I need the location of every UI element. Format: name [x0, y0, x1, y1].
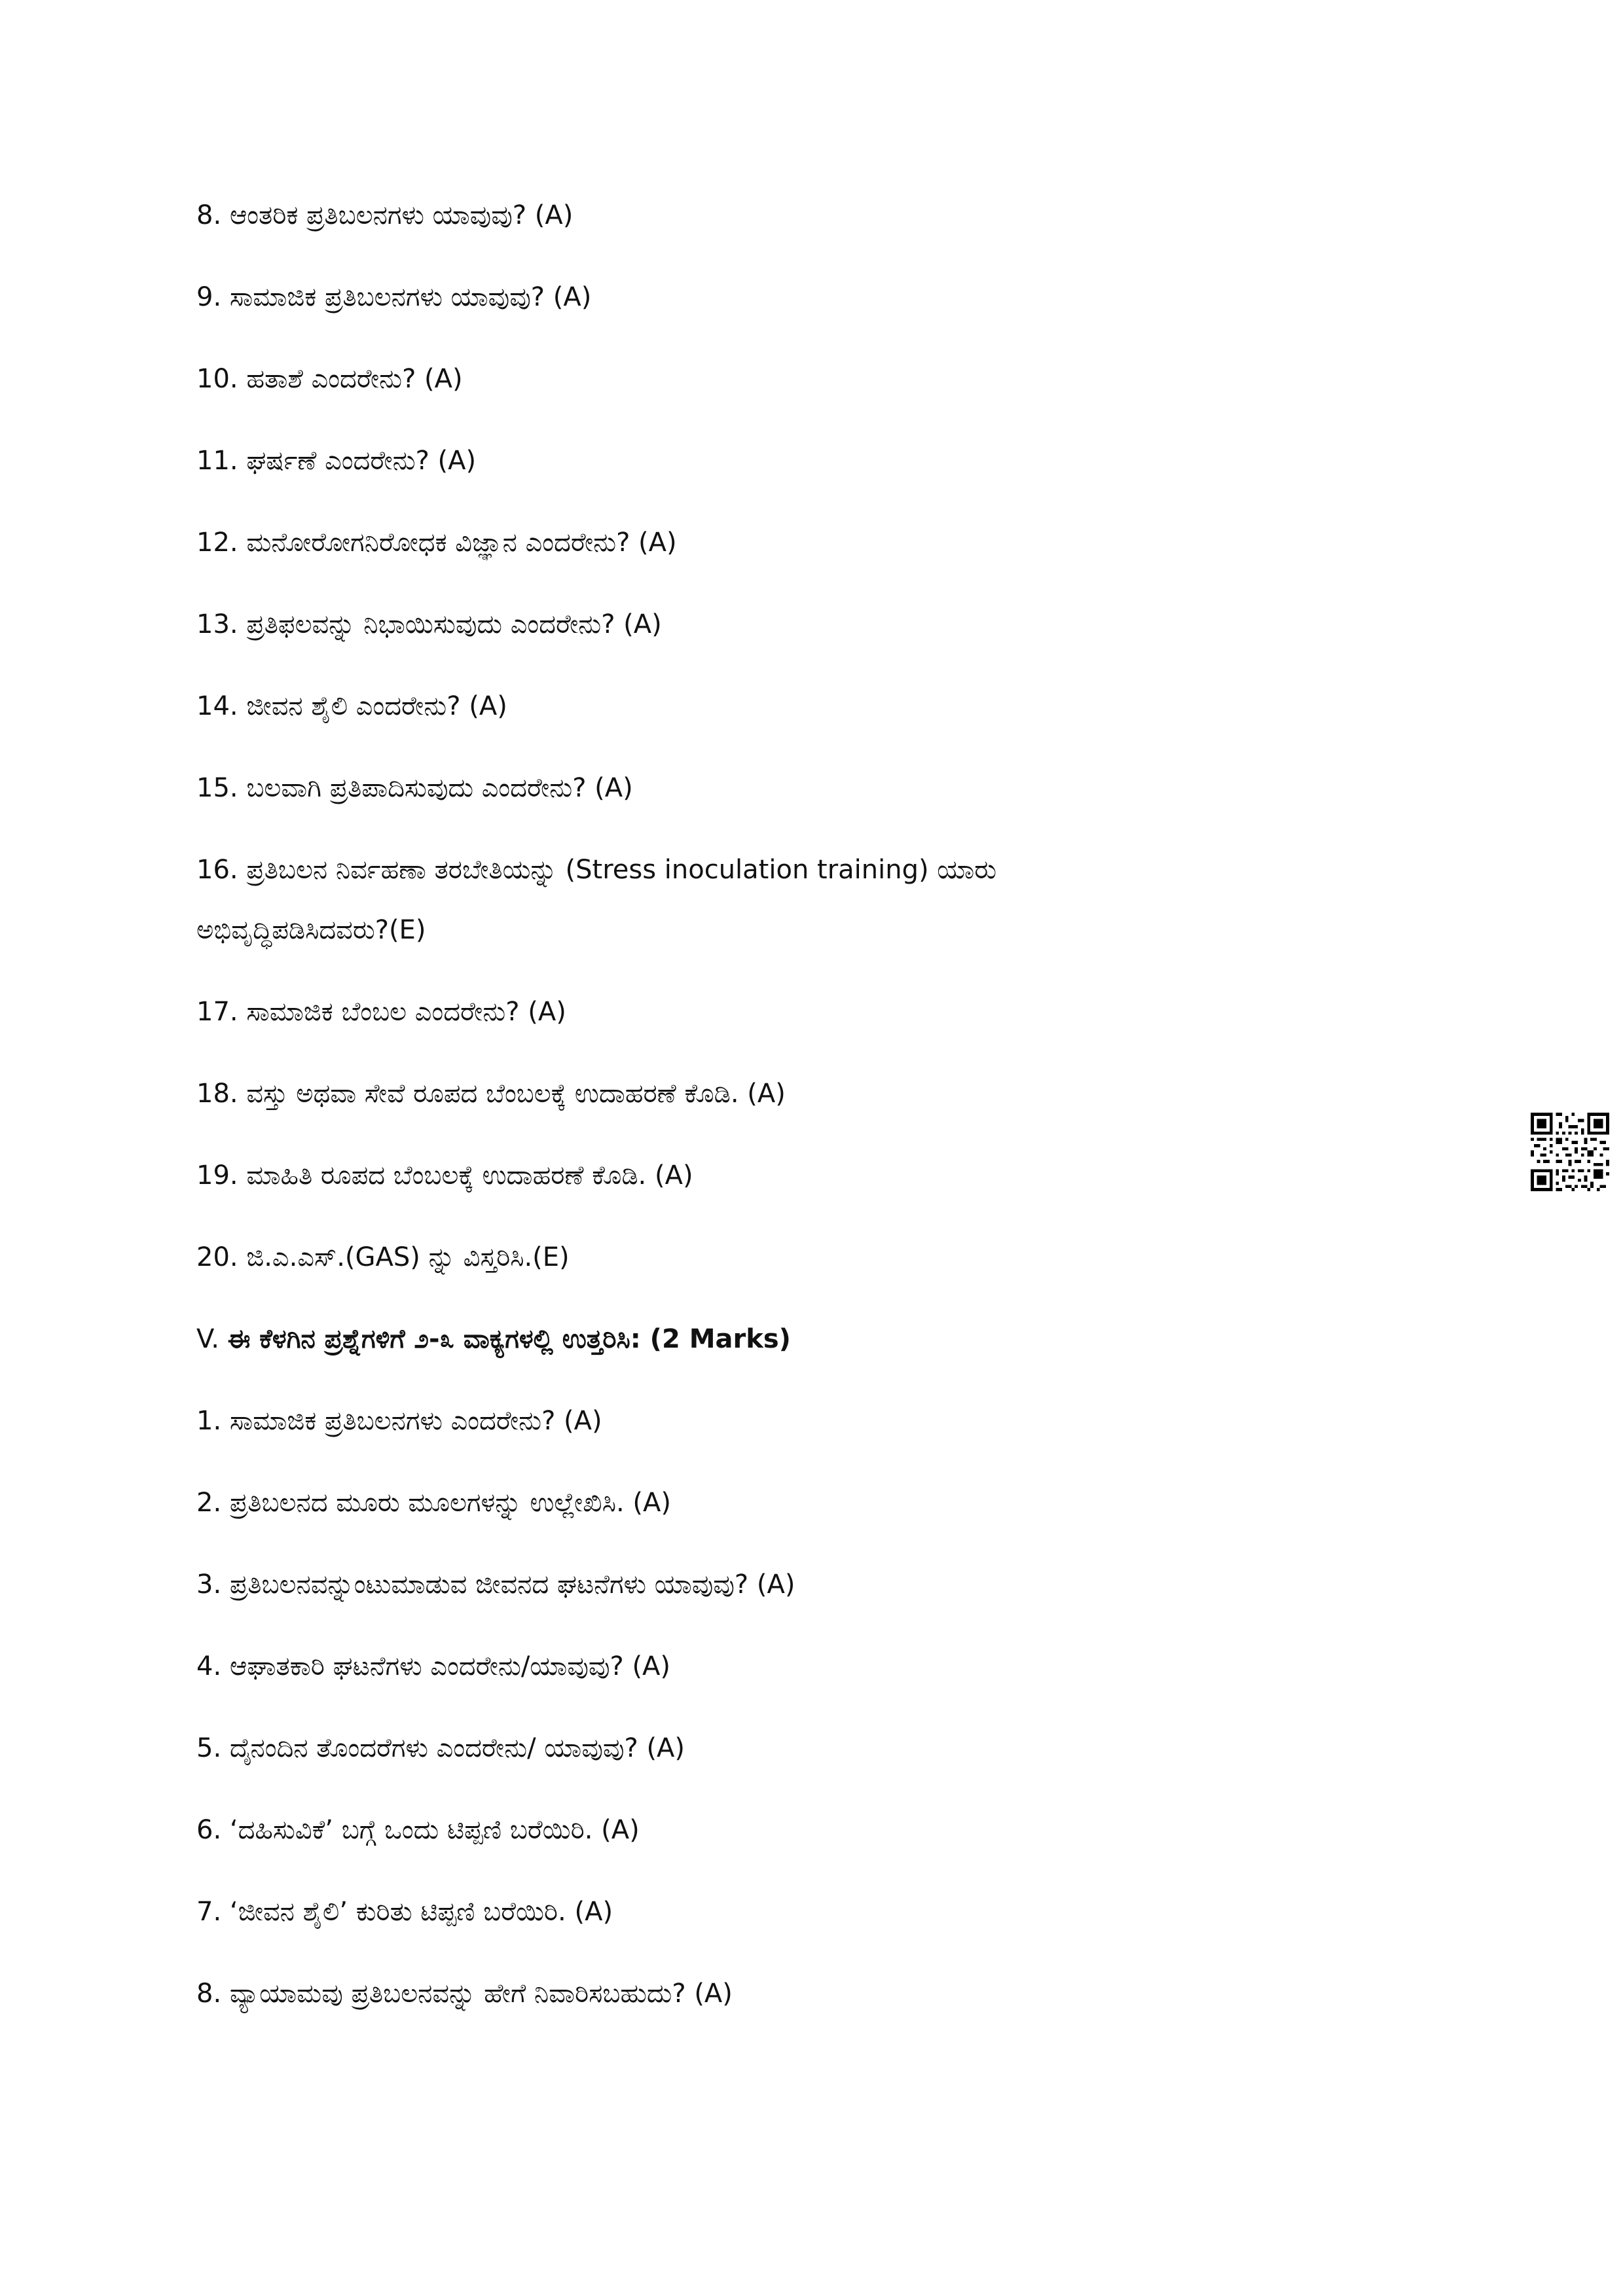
- question-b-8: 8. ವ್ಯಾಯಾಮವು ಪ್ರತಿಬಲನವನ್ನು ಹೇಗೆ ನಿವಾರಿಸಬಹುದು? (A): [196, 1979, 733, 2009]
- question-20: 20. ಜಿ.ಎ.ಎಸ್.(GAS) ನ್ನು ವಿಸ್ತರಿಸಿ.(E): [196, 1242, 570, 1272]
- question-17: 17. ಸಾಮಾಜಿಕ ಬೆಂಬಲ ಎಂದರೇನು? (A): [196, 997, 566, 1027]
- question-11: 11. ಘರ್ಷಣೆ ಎಂದರೇನು? (A): [196, 446, 477, 476]
- question-16-line-1: 16. ಪ್ರತಿಬಲನ ನಿರ್ವಹಣಾ ತರಬೇತಿಯನ್ನು (Stress inoculation training) ಯಾರು: [196, 855, 997, 885]
- section-title: ಈ ಕೆಳಗಿನ ಪ್ರಶ್ನೆಗಳಿಗೆ ೨-೩ ವಾಕ್ಯಗಳಲ್ಲಿ ಉತ್ತರಿಸಿ: (2 Marks): [227, 1324, 791, 1354]
- question-8: 8. ಆಂತರಿಕ ಪ್ರತಿಬಲನಗಳು ಯಾವುವು? (A): [196, 200, 574, 230]
- question-b-2: 2. ಪ್ರತಿಬಲನದ ಮೂರು ಮೂಲಗಳನ್ನು ಉಲ್ಲೇಖಿಸಿ. (A): [196, 1488, 671, 1518]
- section-heading: [196, 1323, 791, 1355]
- question-b-6: 6. ‘ದಹಿಸುವಿಕೆ’ ಬಗ್ಗೆ ಒಂದು ಟಿಪ್ಪಣಿ ಬರೆಯಿರಿ. (A): [196, 1815, 640, 1845]
- section-numeral: V.: [196, 1324, 228, 1354]
- question-12: 12. ಮನೋರೋಗನಿರೋಧಕ ವಿಜ್ಞಾನ ಎಂದರೇನು? (A): [196, 528, 677, 558]
- question-b-7: 7. ‘ಜೀವನ ಶೈಲಿ’ ಕುರಿತು ಟಿಪ್ಪಣಿ ಬರೆಯಿರಿ. (A): [196, 1897, 613, 1927]
- question-15: 15. ಬಲವಾಗಿ ಪ್ರತಿಪಾದಿಸುವುದು ಎಂದರೇನು? (A): [196, 773, 633, 803]
- question-14: 14. ಜೀವನ ಶೈಲಿ ಎಂದರೇನು? (A): [196, 691, 507, 721]
- question-9: 9. ಸಾಮಾಜಿಕ ಪ್ರತಿಬಲನಗಳು ಯಾವುವು? (A): [196, 282, 592, 312]
- question-b-3: 3. ಪ್ರತಿಬಲನವನ್ನುಂಟುಮಾಡುವ ಜೀವನದ ಘಟನೆಗಳು ಯಾವುವು? (A): [196, 1570, 795, 1600]
- question-19: 19. ಮಾಹಿತಿ ರೂಪದ ಬೆಂಬಲಕ್ಕೆ ಉದಾಹರಣೆ ಕೊಡಿ. (A): [196, 1160, 693, 1191]
- question-10: 10. ಹತಾಶೆ ಎಂದರೇನು? (A): [196, 364, 463, 394]
- question-b-5: 5. ದೈನಂದಿನ ತೊಂದರೆಗಳು ಎಂದರೇನು/ ಯಾವುವು? (A): [196, 1733, 685, 1763]
- question-16-line-2: ಅಭಿವೃದ್ಧಿಪಡಿಸಿದವರು?(E): [196, 915, 426, 945]
- question-18: 18. ವಸ್ತು ಅಥವಾ ಸೇವೆ ರೂಪದ ಬೆಂಬಲಕ್ಕೆ ಉದಾಹರಣೆ ಕೊಡಿ. (A): [196, 1079, 786, 1109]
- qr-code-icon: [1531, 1113, 1609, 1191]
- question-13: 13. ಪ್ರತಿಫಲವನ್ನು ನಿಭಾಯಿಸುವುದು ಎಂದರೇನು? (A): [196, 609, 662, 639]
- question-b-4: 4. ಆಘಾತಕಾರಿ ಘಟನೆಗಳು ಎಂದರೇನು/ಯಾವುವು? (A): [196, 1651, 671, 1681]
- question-b-1: 1. ಸಾಮಾಜಿಕ ಪ್ರತಿಬಲನಗಳು ಎಂದರೇನು? (A): [196, 1406, 602, 1436]
